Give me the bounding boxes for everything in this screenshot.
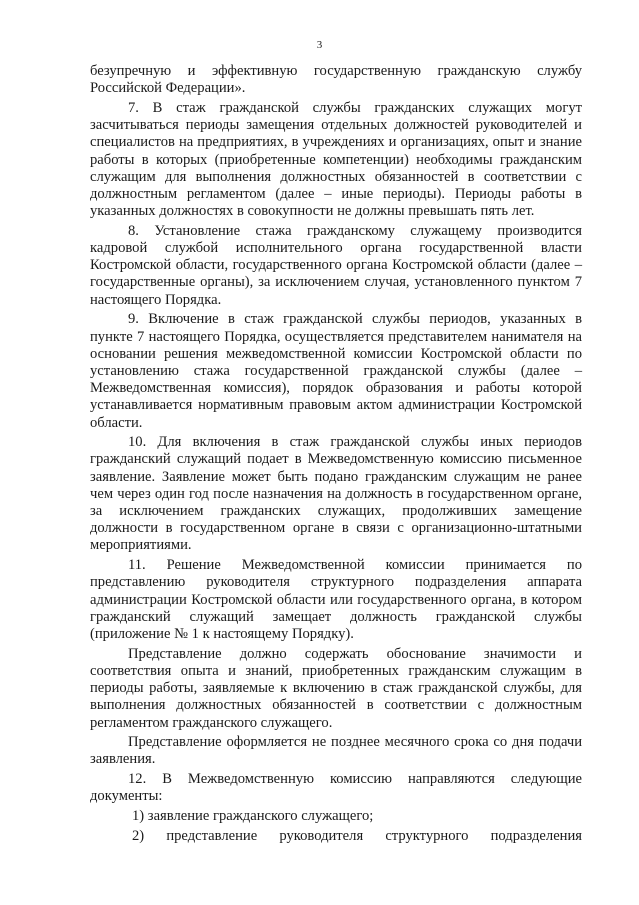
paragraph-continuation: безупречную и эффективную государственную гражданскую службу Российской Федерации». [90,63,582,97]
paragraph-11-deadline: Представление оформляется не позднее месячного срока со дня подачи заявления. [90,734,582,768]
document-body [90,63,582,847]
paragraph-9: 9. Включение в стаж гражданской службы периодов, указанных в пункте 7 настоящего Порядка, осуществляется представителем нанимателя на основании решения межведомственной комиссии Костромской области по установлению стажа государственной гражданской службы (далее – Межведомственная комиссия), порядок образования и работы которой устанавливается нормативным правовым актом администрации Костромской области. [90,311,582,431]
paragraph-10: 10. Для включения в стаж гражданской службы иных периодов гражданский служащий подает в Межведомственную комиссию письменное заявление. Заявление может быть подано гражданским служащим не ранее чем через один год после назначения на должность в государственном органе, за исключением гражданских служащих, продолживших замещение должности в государственном органе в связи с организационно-штатными мероприятиями. [90,434,582,554]
paragraph-8: 8. Установление стажа гражданскому служащему производится кадровой службой исполнительного органа государственной власти Костромской области, государственного органа Костромской области (далее – государственные органы), за исключением случая, установленного пунктом 7 настоящего Порядка. [90,222,582,308]
paragraph-7: 7. В стаж гражданской службы гражданских служащих могут засчитываться периоды замещения отдельных должностей руководителей и специалистов на предприятиях, в учреждениях и организациях, опыт и знание работы в которых (приобретенные компетенции) необходимы гражданским служащим для выполнения должностных обязанностей в соответствии с должностным регламентом (далее – иные периоды). Периоды работы в указанных должностях в совокупности не должны превышать пять лет. [90,99,582,220]
list-item-1: 1) заявление гражданского служащего; [132,808,374,825]
page-number: 3 [316,39,323,51]
paragraph-11: 11. Решение Межведомственной комиссии принимается по представлению руководителя структурного подразделения аппарата администрации Костромской области или государственного органа, в котором гражданский служащий замещает должность гражданской службы (приложение № 1 к настоящему Порядку). [90,557,582,642]
list-item-2: 2) представление руководителя структурного подразделения [132,827,582,844]
paragraph-11-submission: Представление должно содержать обоснование значимости и соответствия опыта и знаний, приобретенных гражданским служащим в периоды работы, заявляемые к включению в стаж гражданской службы, для выполнения должностных обязанностей в соответствии с должностным регламентом гражданского служащего. [90,645,582,731]
paragraph-12: 12. В Межведомственную комиссию направляются следующие документы: [90,771,582,805]
